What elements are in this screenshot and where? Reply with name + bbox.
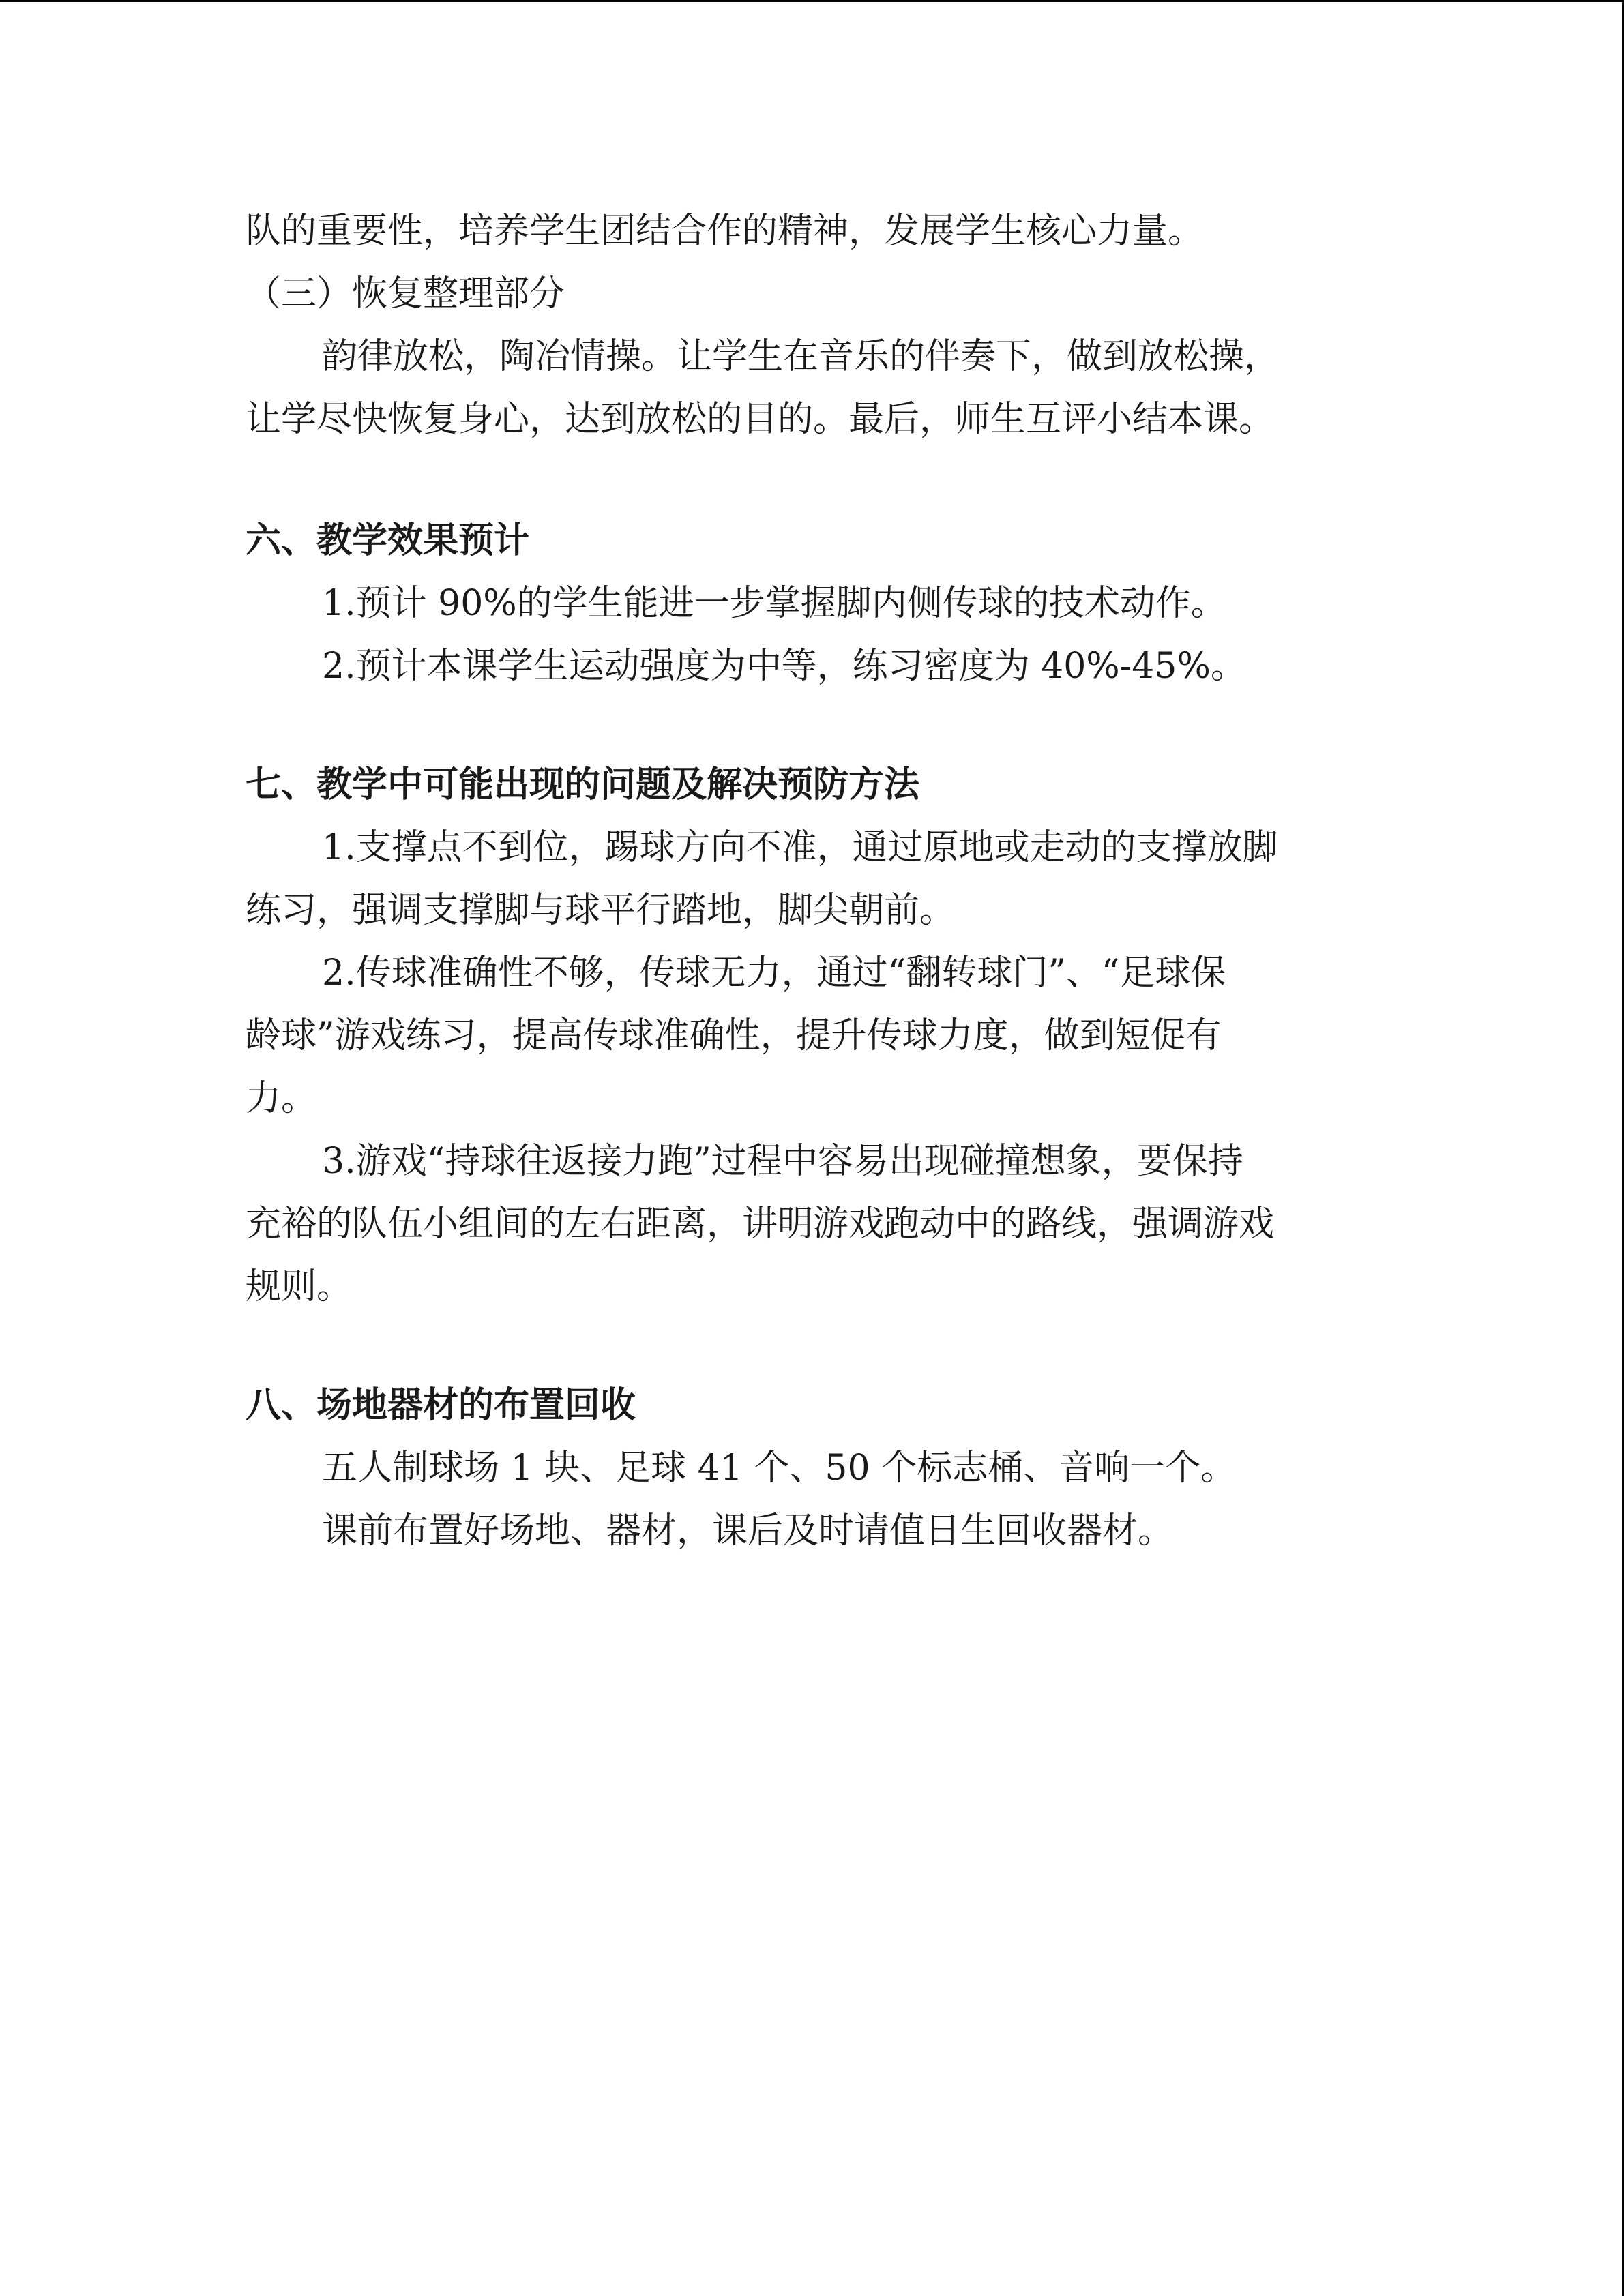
list-item-continuation: 规则。 bbox=[246, 1266, 353, 1307]
section-heading-8: 八、场地器材的布置回收 bbox=[246, 1385, 636, 1426]
paragraph-line: 课前布置好场地、器材，课后及时请值日生回收器材。 bbox=[322, 1510, 1174, 1551]
list-item: 2.预计本课学生运动强度为中等，练习密度为 40%-45%。 bbox=[322, 646, 1246, 687]
paragraph-line: 队的重要性，培养学生团结合作的精神，发展学生核心力量。 bbox=[246, 211, 1204, 252]
list-item: 1.预计 90%的学生能进一步掌握脚内侧传球的技术动作。 bbox=[322, 583, 1226, 624]
paragraph-line: 五人制球场 1 块、足球 41 个、50 个标志桶、音响一个。 bbox=[322, 1448, 1237, 1489]
sub-heading: （三）恢复整理部分 bbox=[246, 273, 565, 314]
list-item: 3.游戏“持球往返接力跑”过程中容易出现碰撞想象，要保持 bbox=[322, 1141, 1243, 1182]
list-item-continuation: 力。 bbox=[246, 1078, 317, 1119]
list-item-continuation: 充裕的队伍小组间的左右距离，讲明游戏跑动中的路线，强调游戏 bbox=[246, 1204, 1275, 1244]
section-heading-7: 七、教学中可能出现的问题及解决预防方法 bbox=[246, 764, 920, 805]
section-heading-6: 六、教学效果预计 bbox=[246, 520, 530, 561]
list-item-continuation: 龄球”游戏练习，提高传球准确性，提升传球力度，做到短促有 bbox=[246, 1015, 1222, 1056]
paragraph-line: 韵律放松，陶冶情操。让学生在音乐的伴奏下，做到放松操， bbox=[322, 336, 1280, 377]
list-item-continuation: 练习，强调支撑脚与球平行踏地，脚尖朝前。 bbox=[246, 890, 956, 931]
list-item: 1.支撑点不到位，踢球方向不准，通过原地或走动的支撑放脚 bbox=[322, 827, 1278, 868]
document-body bbox=[246, 200, 1364, 1562]
paragraph-line: 让学尽快恢复身心，达到放松的目的。最后，师生互评小结本课。 bbox=[246, 399, 1275, 440]
list-item: 2.传球准确性不够，传球无力，通过“翻转球门”、“足球保 bbox=[322, 953, 1226, 994]
